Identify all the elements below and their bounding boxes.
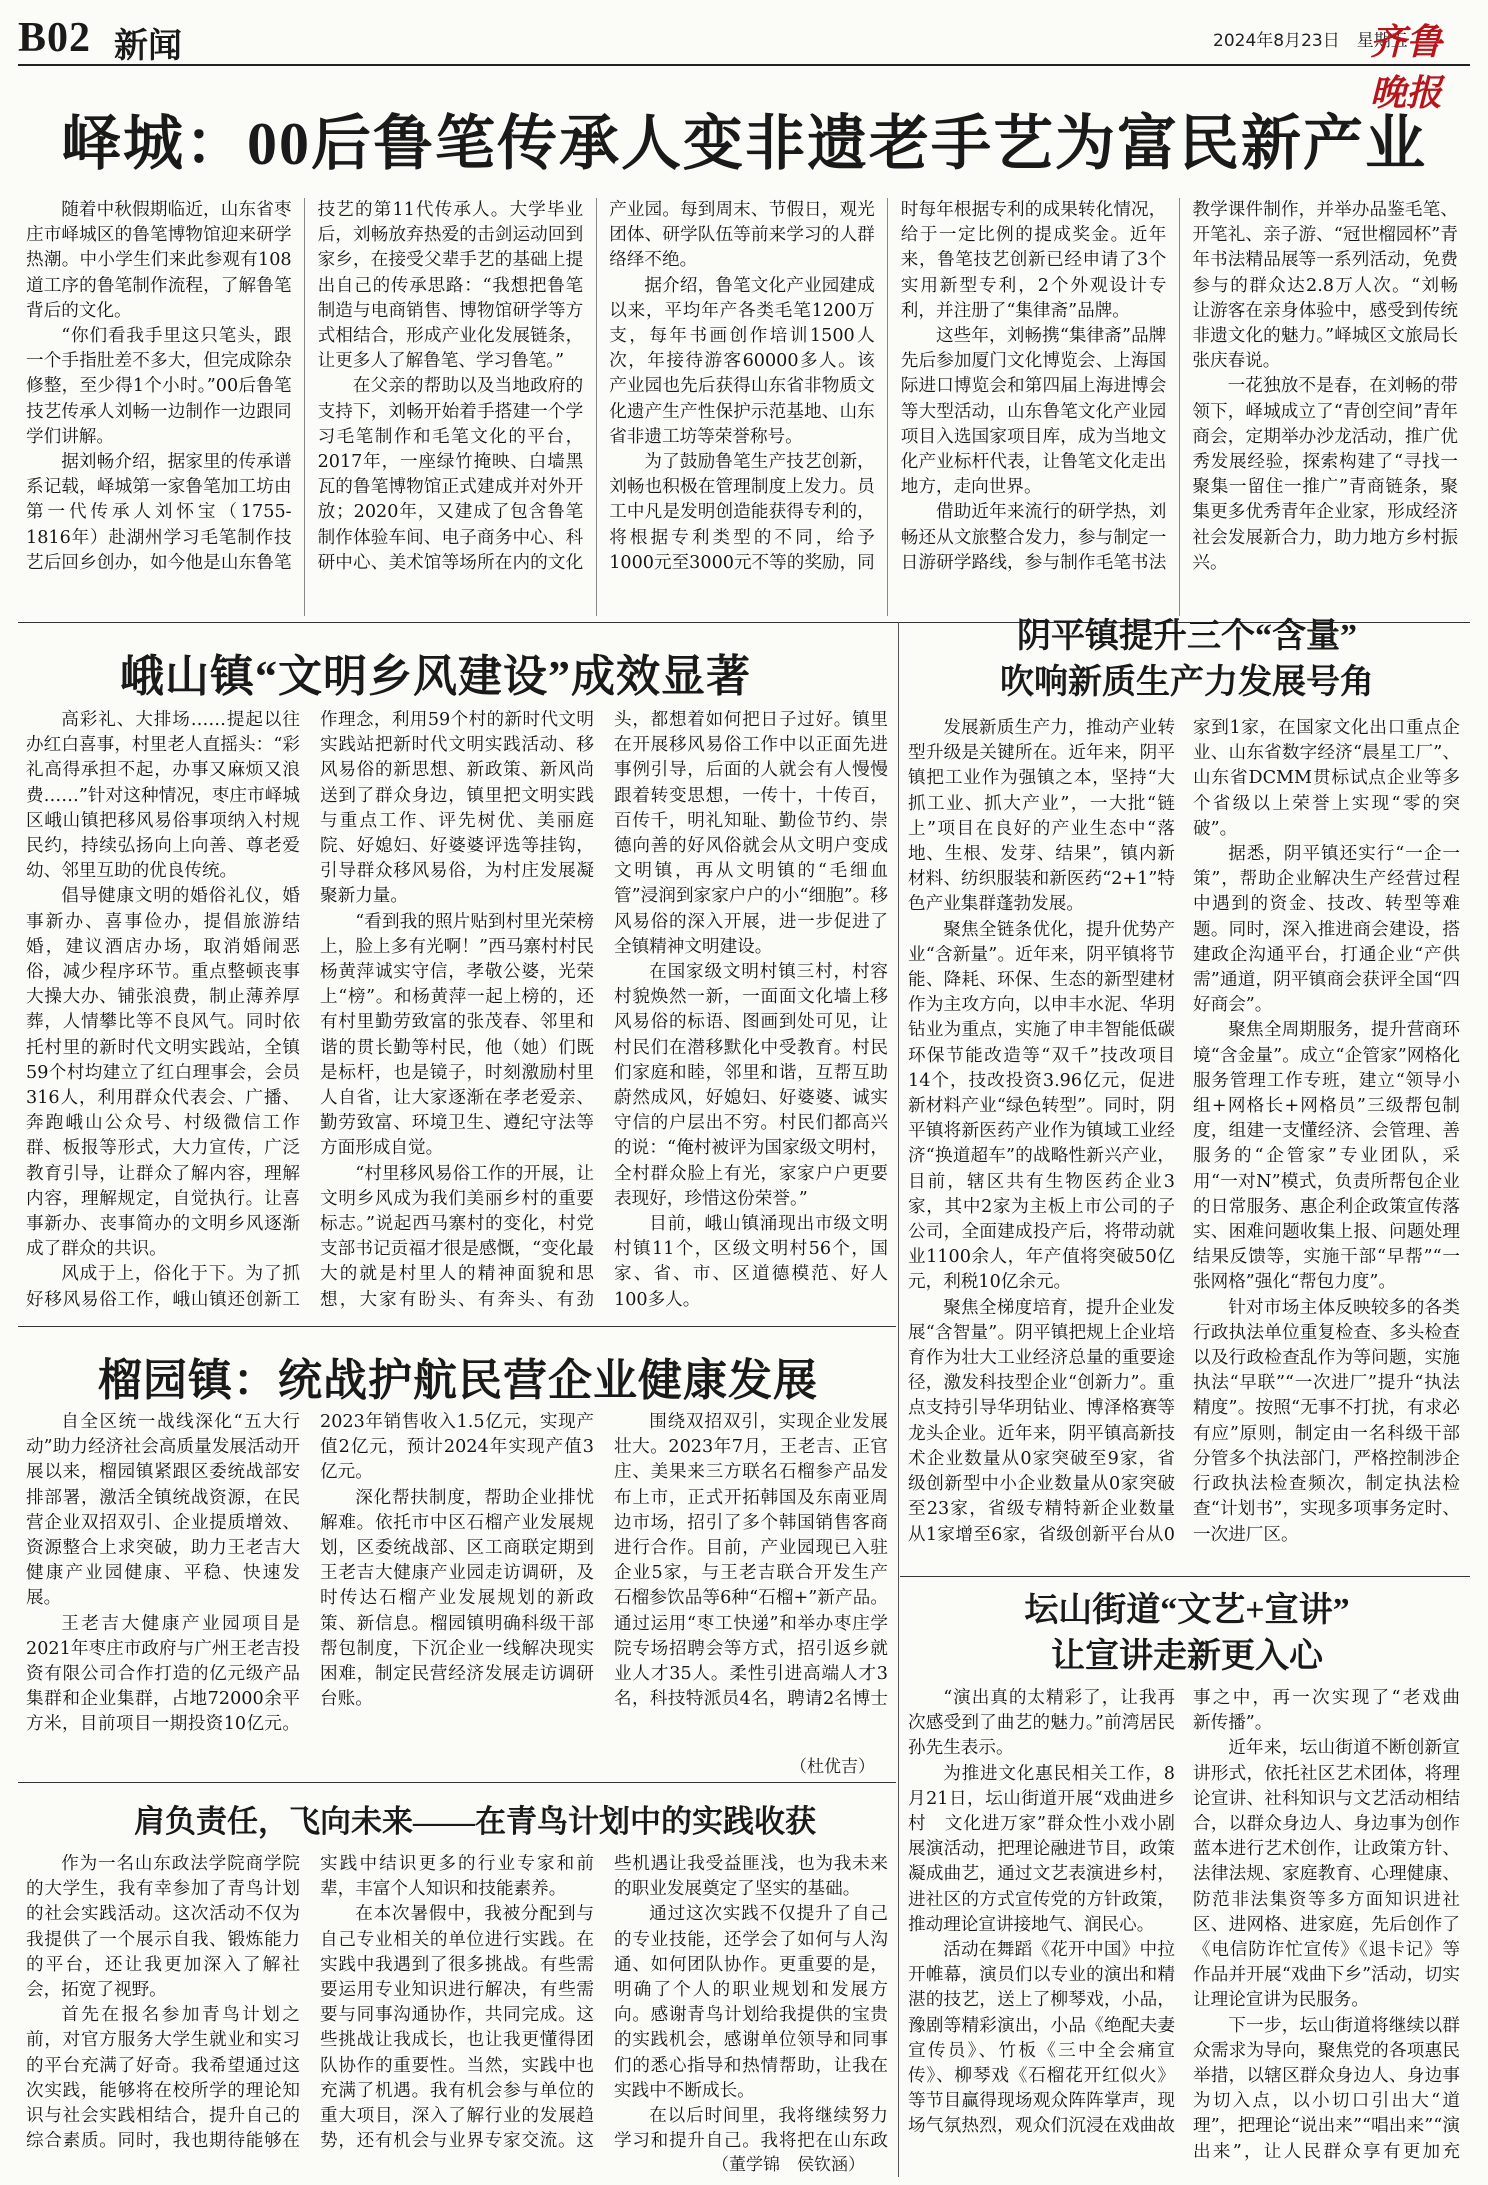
article-paragraph: 据刘畅介绍，据家里的传承谱系记载，峄城第一家鲁笔加工坊由第一代传承人刘怀宝（1755-1816年）赴湖州学习毛笔制作技艺后回乡创办，如今他是山东鲁笔技艺的第11代传承人。大学毕业后，刘畅放弃热爱的击剑运动回到家乡，在接受父辈手艺的基础上提出自己的传承思路：“我想把鲁笔制造与电商销售、博物馆研学等方式相结合，形成产业化发展链条，让更多人了解鲁笔、学习鲁笔。” bbox=[26, 200, 584, 573]
section-name: 新闻 bbox=[114, 28, 182, 65]
article-paragraph: “演出真的太精彩了，让我再次感受到了曲艺的魅力。”前湾居民孙先生表示。 bbox=[908, 1688, 1175, 1759]
article-paragraph: 下一步，坛山街道将继续以群众需求为导向，聚焦党的各项惠民举措，以辖区群众身边人、身边事为切入点，以小切口引出大“道理”，把理论“说出来”“唱出来”“演出来”，让人民群众享有更加充 bbox=[1193, 2015, 1460, 2162]
page-number: B02 bbox=[18, 15, 92, 61]
article-paragraph: 在本次暑假中，我被分配到与自己专业相关的单位进行实践。在实践中我遇到了很多挑战。有些需要运用专业知识进行解决，有些需要与同事沟通协作，共同完成。这些挑战让我成长，也让我更懂得团队协作的重要性。当然，实践中也充满了机遇。我有机会参与单位的重大项目，深入了解行业的发展趋势，还有机会与业界专家交流。这些机遇让我受益匪浅，也为我未来的职业发展奠定了坚实的基础。 bbox=[320, 1854, 888, 2152]
article-paragraph: 借助近年来流行的研学热，刘畅还从文旅整合发力，参与制定一日游研学路线，参与制作毛笔书法教学课件制作，并举办品鉴毛笔、开笔礼、亲子游、“冠世榴园杯”青年书法精品展等一系列活动，免费参与的群众达2.8万人次。“刘畅让游客在亲身体验中，感受到传统非遗文化的魅力。”峄城区文旅局长张庆春说。 bbox=[900, 200, 1458, 573]
article-paragraph: 据介绍，鲁笔文化产业园建成以来，平均年产各类毛笔1200万支，每年书画创作培训1500人次，年接待游客60000多人。该产业园也先后获得山东省非物质文化遗产生产性保护示范基地、山东省非遗工坊等荣誉称号。 bbox=[609, 275, 875, 447]
liuyuan-headline: 榴园镇：统战护航民营企业健康发展 bbox=[98, 1356, 818, 1405]
article-paragraph: 聚焦全周期服务，提升营商环境“含金量”。成立“企管家”网格化服务管理工作专班，建立“领导小组+网格长+网格员”三级帮包制度，组建一支懂经济、会管理、善服务的“企管家”专业团队，采用“一对N”模式，负责所帮包企业的日常服务、惠企利企政策宣传落实、困难问题收集上报、问题处理结果反馈等，实施干部“早帮”“一张网格”强化“帮包力度”。 bbox=[1193, 1020, 1460, 1293]
liuyuan-article-body bbox=[26, 1410, 888, 1756]
yinping-headline bbox=[906, 614, 1468, 706]
section-divider bbox=[18, 1782, 896, 1783]
yinping-headline-line2: 吹响新质生产力发展号角 bbox=[1000, 664, 1374, 701]
article-paragraph: 活动在舞蹈《花开中国》中拉开帷幕，演员们以专业的演出和精湛的技艺，送上了柳琴戏，小品，豫剧等精彩演出，小品《绝配夫妻宣传员》、竹板《三中全会痛宣传》、柳琴戏《石榴花开红似火》等节目赢得现场观众阵阵掌声，现场气氛热烈，观众们沉浸在戏曲故事之中，再一次实现了“老戏曲 新传播”。 bbox=[908, 1688, 1460, 2137]
article-paragraph: 首先在报名参加青鸟计划之前，对官方服务大学生就业和实习的平台充满了好奇。我希望通过这次实践，能够将在校所学的理论知识与社会实践相结合，提升自己的综合素质。同时，我也期待能够在实践中结识更多的行业专家和前辈，丰富个人知识和技能素养。 bbox=[26, 1854, 594, 2152]
article-paragraph: 聚焦全梯度培育，提升企业发展“含智量”。阴平镇把规上企业培育作为壮大工业经济总量的重要途径，激发科技型企业“创新力”。重点支持引导华玥钻业、博泽格赛等龙头企业。近年来，阴平镇高新技术企业数量从0家突破至9家，省级创新型中小企业数量从0家突破至23家，省级专精特新企业数量从1家增至6家，省级创新平台从0家到1家，在国家文化出口重点企业、山东省数字经济“晨星工厂”、山东省DCMM贯标试点企业等多个省级以上荣誉上实现“零的突破”。 bbox=[908, 718, 1460, 1545]
article-paragraph: 王老吉大健康产业园项目是2021年枣庄市政府与广州王老吉投资有限公司合作打造的亿元级产品集群和企业集群，占地72000余平方米，目前项目一期投资10亿元。2023年销售收入1.5亿元，实现产值2亿元，预计2024年实现产值3亿元。 bbox=[26, 1412, 594, 1735]
article-paragraph: 随着中秋假期临近，山东省枣庄市峄城区的鲁笔博物馆迎来研学热潮。中小学生们来此参观有108道工序的鲁笔制作流程，了解鲁笔背后的文化。 bbox=[26, 200, 292, 321]
article-paragraph: 为推进文化惠民相关工作，8月21日，坛山街道开展“戏曲进乡村 文化进万家”群众性小戏小剧展演活动，把理论融进节目，政策凝成曲艺，通过文艺表演进乡村，进社区的方式宣传党的方针政策，推动理论宣讲接地气、润民心。 bbox=[908, 1763, 1175, 1935]
article-paragraph: 据悉，阴平镇还实行“一企一策”，帮助企业解决生产经营过程中遇到的资金、技改、转型等难题。同时，深入推进商会建设，搭建政企沟通平台，打通企业“产供需”通道，阴平镇商会获评全国“四好商会”。 bbox=[1193, 844, 1460, 1016]
article-paragraph: 深化帮扶制度，帮助企业排忧解难。依托市中区石榴产业发展规划，区委统战部、区工商联定期到王老吉大健康产业园走访调研，及时传达石榴产业发展规划的新政策、新信息。榴园镇明确科级干部帮包制度，下沉企业一线解决现实困难，制定民营经济发展走访调研台账。 bbox=[320, 1487, 594, 1710]
article-paragraph: 风成于上，俗化于下。为了抓好移风易俗工作，峨山镇还创新工作理念，利用59个村的新时代文明实践站把新时代文明实践活动、移风易俗的新思想、新政策、新风尚送到了群众身边，镇里把文明实践与重点工作、评先树优、美丽庭院、好媳妇、好婆婆评选等挂钩，引导群众移风易俗，为村庄发展凝聚新力量。 bbox=[26, 710, 594, 1310]
article-paragraph: 高彩礼、大排场……提起以往办红白喜事，村里老人直摇头：“彩礼高得承担不起，办事又麻烦又浪费……”针对这种情况，枣庄市峄城区峨山镇把移风易俗事项纳入村规民约，持续弘扬向上向善、尊老爱幼、邻里互助的优良传统。 bbox=[26, 710, 300, 882]
article-paragraph: 自全区统一战线深化“五大行动”助力经济社会高质量发展活动开展以来，榴园镇紧跟区委统战部安排部署，激活全镇统战资源，在民营企业双招双引、企业提质增效、资源整合上求突破，助力王老吉大健康产业园健康、平稳、快速发展。 bbox=[26, 1412, 300, 1609]
article-paragraph: “村里移风易俗工作的开展，让文明乡风成为我们美丽乡村的重要标志。”说起西马寨村的变化，村党支部书记贡福才很是感慨，“变化最大的就是村里人的精神面貌和思想，大家有盼头、有奔头、有劲头，都想着如何把日子过好。镇里在开展移风易俗工作中以正面先进事例引导，后面的人就会有人慢慢跟着转变思想，一传十，十传百，百传千，明礼知耻、勤俭节约、崇德向善的好风俗就会从文明户变成文明镇，再从文明镇的“毛细血管”浸润到家家户户的小“细胞”。移风易俗的深入开展，进一步促进了全镇精神文明建设。 bbox=[320, 710, 888, 1310]
practice-article-body bbox=[26, 1852, 888, 2162]
emshan-article-body bbox=[26, 708, 888, 1320]
section-divider bbox=[900, 1576, 1470, 1577]
article-paragraph: 发展新质生产力，推动产业转型升级是关键所在。近年来，阴平镇把工业作为强镇之本，坚持“大抓工业、抓大产业”，一大批“链上”项目在良好的产业生态中“落地、生根、发芽、结果”，镇内新材料、纺织服装和新医药“2+1”特色产业集群蓬勃发展。 bbox=[908, 718, 1175, 915]
tanshan-headline-line2: 让宣讲走新更入心 bbox=[1051, 1638, 1323, 1675]
practice-headline: 肩负责任，飞向未来——在青鸟计划中的实践收获 bbox=[134, 1804, 816, 1839]
article-paragraph: 针对市场主体反映较多的各类行政执法单位重复检查、多头检查以及行政检查乱作为等问题，实施执法“早联”“一次进厂”提升“执法精度”。按照“无事不打扰，有求必有应”原则，制定由一名科级干部分管多个执法部门，严格控制涉企行政执法检查频次，制定执法检查“计划书”，实现多项事务定时、一次进厂区。 bbox=[1193, 1297, 1460, 1545]
article-paragraph: 通过这次实践不仅提升了自己的专业技能，还学会了如何与人沟通、如何团队协作。更重要的是，明确了个人的职业规划和发展方向。感谢青鸟计划给我提供的宝贵的实践机会，感谢单位领导和同事们的悉心指导和热情帮助，让我在实践中不断成长。 bbox=[614, 1904, 888, 2101]
article-paragraph: 作为一名山东政法学院商学院的大学生，我有幸参加了青鸟计划的社会实践活动。这次活动不仅为我提供了一个展示自我、锻炼能力的平台，还让我更加深入了解社会，拓宽了视野。 bbox=[26, 1854, 300, 2001]
liuyuan-author: （杜优吉） bbox=[790, 1757, 875, 1777]
yinping-headline-line1: 阴平镇提升三个“含量” bbox=[1017, 618, 1357, 655]
issue-date: 2024年8月23日 星期五 bbox=[1213, 31, 1408, 51]
tanshan-headline bbox=[906, 1588, 1468, 1680]
column-divider bbox=[898, 622, 899, 2177]
lead-headline: 峄城：00后鲁笔传承人变非遗老手艺为富民新产业 bbox=[61, 111, 1427, 177]
article-paragraph: 在以后时间里，我将继续努力学习和提升自己。我将把在山东政 bbox=[614, 2106, 888, 2152]
article-paragraph: 为了鼓励鲁笔生产技艺创新，刘畅也积极在管理制度上发力。员工中凡是发明创造能获得专利的，将根据专利类型的不同，给予1000元至3000元不等的奖励，同时每年根据专利的成果转化情况，给于一定比例的提成奖金。近年来，鲁笔技艺创新已经申请了3个实用新型专利，2个外观设计专利，并注册了“集律斋”品牌。 bbox=[609, 200, 1167, 573]
article-paragraph: 在父亲的帮助以及当地政府的支持下，刘畅开始着手搭建一个学习毛笔制作和毛笔文化的平台，2017年，一座绿竹掩映、白墙黑瓦的鲁笔博物馆正式建成并对外开放；2020年，又建成了包含鲁笔制作体验车间、电子商务中心、科研中心、美术馆等场所在内的文化产业园。每到周末、节假日，观光团体、研学队伍等前来学习的人群络绎不绝。 bbox=[317, 200, 875, 573]
article-paragraph: 倡导健康文明的婚俗礼仪，婚事新办、喜事俭办，提倡旅游结婚，建议酒店办场，取消婚闹恶俗，减少程序环节。重点整顿丧事大操大办、铺张浪费，制止薄养厚葬，人情攀比等不良风气。同时依托村里的新时代文明实践站，全镇59个村均建立了红白理事会，会员316人，利用群众代表会、广播、奔跑峨山公众号、村级微信工作群、板报等形式，大力宣传，广泛教育引导，让群众了解内容，理解内容，理解规定，自觉执行。让喜事新办、丧事简办的文明乡风逐渐成了群众的共识。 bbox=[26, 886, 300, 1260]
newspaper-logo: 齐鲁晚报 bbox=[1370, 22, 1443, 113]
article-paragraph: 近年来，坛山街道不断创新宣讲形式，依托社区艺术团体，将理论宣讲、社科知识与文艺活动相结合，以群众身边人、身边事为创作蓝本进行艺术创作，让政策方针、法律法规、家庭教育、心理健康、防范非法集资等多方面知识进社区、进网格、进家庭，先后创作了《电信防诈忙宣传》《退卡记》等作品并开展“戏曲下乡”活动，切实让理论宣讲为民服务。 bbox=[1193, 1738, 1460, 2011]
lead-article-body bbox=[26, 198, 1458, 616]
section-divider bbox=[18, 1326, 896, 1327]
article-paragraph: 这些年，刘畅携“集律斋”品牌先后参加厦门文化博览会、上海国际进口博览会和第四届上海进博会等大型活动，山东鲁笔文化产业园项目入选国家项目库，成为当地文化产业标杆代表，让鲁笔文化走出地方，走向世界。 bbox=[900, 326, 1167, 498]
article-paragraph: 聚焦全链条优化，提升优势产业“含新量”。近年来，阴平镇将节能、降耗、环保、生态的新型建材作为主攻方向，以申丰水泥、华玥钻业为重点，实施了申丰智能低碳环保节能改造等“双千”技改项目14个，技改投资3.96亿元，促进新材料产业“绿色转型”。同时，阴平镇将新医药产业作为镇域工业经济“换道超车”的战略性新兴产业，目前，辖区共有生物医药企业3家，其中2家为主板上市公司的子公司，全面建成投产后，将带动就业1100余人，年产值将突破50亿元，利税10亿余元。 bbox=[908, 919, 1175, 1293]
article-paragraph: 目前，峨山镇涌现出市级文明村镇11个，区级文明村56个，国家、省、市、区道德模范、好人100多人。 bbox=[614, 1214, 888, 1310]
article-paragraph: “你们看我手里这只笔头，跟一个手指肚差不多大，但完成除杂修整，至少得1个小时。”00后鲁笔技艺传承人刘畅一边制作一边跟同学们讲解。 bbox=[26, 326, 292, 447]
practice-author: （董学锦 侯钦涵） bbox=[712, 2155, 865, 2175]
article-paragraph: 围绕双招双引，实现企业发展壮大。2023年7月，王老吉、正官庄、美果来三方联名石榴参产品发布上市，正式开拓韩国及东南亚周边市场，招引了多个韩国销售客商进行合作。目前，产业园现已入驻企业5家，与王老吉联合开发生产石榴参饮品等6种“石榴+”新产品。通过运用“枣工快递”和举办枣庄学院专场招聘会等方式，招引返乡就业人才35人。柔性引进高端人才3名，科技特派员4名，聘请2名博士 bbox=[614, 1412, 888, 1710]
article-paragraph: 一花独放不是春，在刘畅的带领下，峄城成立了“青创空间”青年商会，定期举办沙龙活动，推广优秀发展经验，探索构建了“寻找一聚集一留住一推广”青商链条，聚集更多优秀青年企业家，形成经济社会发展新合力，助力地方乡村振兴。 bbox=[1192, 376, 1458, 573]
page-header bbox=[18, 8, 1470, 113]
tanshan-headline-line1: 坛山街道“文艺+宣讲” bbox=[1024, 1592, 1350, 1629]
yinping-article-body bbox=[908, 716, 1460, 1566]
tanshan-article-body bbox=[908, 1686, 1460, 2166]
emshan-headline: 峨山镇“文明乡风建设”成效显著 bbox=[120, 652, 751, 701]
article-paragraph: “看到我的照片贴到村里光荣榜上，脸上多有光啊！”西马寨村村民杨黄萍诚实守信，孝敬公婆，光荣上“榜”。和杨黄萍一起上榜的，还有村里勤劳致富的张茂春、邻里和谐的贯长勤等村民，他（她）们既是标杆，也是镜子，时刻激励村里人自省，让大家逐渐在孝老爱亲、勤劳致富、环境卫生、遵纪守法等方面形成自觉。 bbox=[320, 911, 594, 1159]
article-paragraph: 在国家级文明村镇三村，村容村貌焕然一新，一面面文化墙上移风易俗的标语、图画到处可见，让村民们在潜移默化中受教育。村民们家庭和睦，邻里和谐，互帮互助蔚然成风，好媳妇、好婆婆、诚实守信的户层出不穷。村民们都高兴的说：“俺村被评为国家级文明村，全村群众脸上有光，家家户户更要表现好，珍惜这份荣誉。” bbox=[614, 962, 888, 1209]
